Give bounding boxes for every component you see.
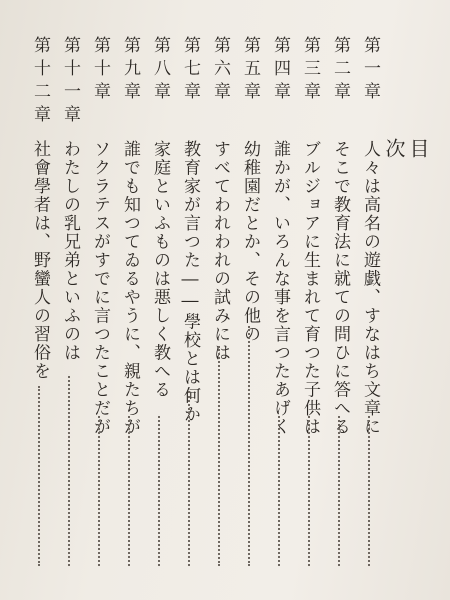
chapter-number: 第六章	[210, 36, 230, 105]
chapter-title: 誰かが、いろんな事を言つたあげく	[270, 140, 290, 436]
chapter-number: 第十一章	[60, 36, 80, 128]
chapter-number: 第十二章	[30, 36, 50, 128]
chapter-title: 家庭といふものは悪しく教へる	[150, 140, 170, 399]
toc-heading: 目次	[382, 138, 430, 182]
chapter-number: 第二章	[330, 36, 350, 105]
toc-entry-7	[177, 36, 203, 576]
leader-dots	[218, 346, 224, 566]
chapter-number: 第十章	[90, 36, 110, 105]
chapter-number: 第一章	[360, 36, 380, 105]
leader-dots	[308, 416, 314, 566]
chapter-title: 誰でも知つてゐるやうに、親たちが	[120, 140, 140, 436]
toc-entry-11	[57, 36, 83, 576]
chapter-number: 第九章	[120, 36, 140, 105]
chapter-title: そこで教育法に就ての問ひに答へる	[330, 140, 350, 436]
chapter-number: 第五章	[240, 36, 260, 105]
chapter-number: 第八章	[150, 36, 170, 105]
leader-dots	[338, 416, 344, 566]
toc-entry-4	[267, 36, 293, 576]
chapter-title: ソクラテスがすでに言つたことだが	[90, 140, 110, 436]
toc-entry-9	[117, 36, 143, 576]
leader-dots	[68, 376, 74, 566]
toc-entry-6	[207, 36, 233, 576]
leader-dots	[278, 416, 284, 566]
toc-entry-12	[27, 36, 53, 576]
leader-dots	[158, 416, 164, 566]
chapter-title: ブルジョアに生まれて育つた子供は	[300, 140, 320, 436]
chapter-title: 社會學者は、野蠻人の習俗を	[30, 140, 50, 381]
chapter-title: 教育家が言つた――學校とは何か	[180, 140, 200, 424]
toc-entry-5	[237, 36, 263, 576]
leader-dots	[368, 416, 374, 566]
toc-entry-10	[87, 36, 113, 576]
chapter-number: 第三章	[300, 36, 320, 105]
toc-entry-2	[327, 36, 353, 576]
leader-dots	[98, 416, 104, 566]
toc-entry-8	[147, 36, 173, 576]
toc-entry-3	[297, 36, 323, 576]
chapter-number: 第四章	[270, 36, 290, 105]
chapter-number: 第七章	[180, 36, 200, 105]
chapter-title: わたしの乳兄弟といふのは	[60, 140, 80, 362]
leader-dots	[128, 416, 134, 566]
toc-entry-1	[357, 36, 383, 576]
leader-dots	[188, 391, 194, 566]
leader-dots	[248, 326, 254, 566]
chapter-title: 幼稚園だとか、その他の	[240, 140, 260, 344]
chapter-title: 人々は高名の遊戯、すなはち文章に	[360, 140, 380, 436]
leader-dots	[38, 386, 44, 566]
chapter-title: すべてわれわれの試みには	[210, 140, 230, 362]
